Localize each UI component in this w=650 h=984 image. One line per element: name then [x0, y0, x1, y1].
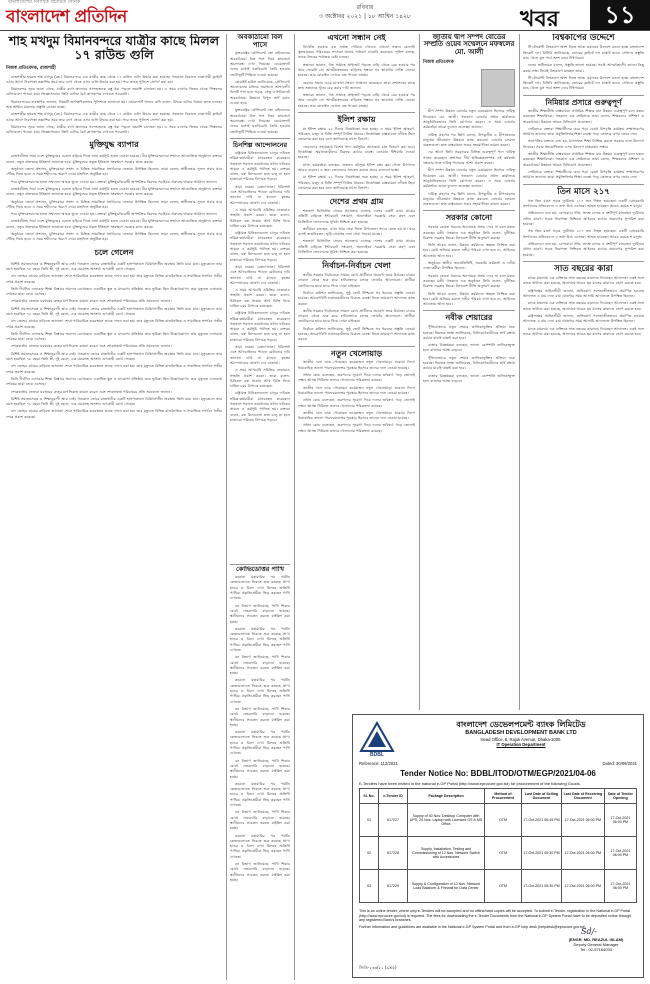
article-body [298, 127, 415, 191]
paragraph: বাদ জোহর গ্রামের বাড়িতে জানাজা শেষে পারিবারিক কবরস্থানে তাকে দাফন করা হয়। তার মৃত্যুতে বিভিন্ন রাজনৈতিক ও সামাজিক সংগঠন গভীর শোক প্রকাশ করেছে। [6, 409, 222, 419]
paragraph: মাদক মামলায় এক ব্যক্তিকে সাত বছরের কারাদণ্ড দিয়েছেন আদালত। একই সঙ্গে তাকে অর্থদণ্ড করা হয়েছে, অনাদায়ে আরও ছয় মাসের কারাদণ্ড ভোগ করতে হবে। [523, 301, 644, 311]
paragraph: তারা বকেয়া বেতন-ভাতা পরিশোধ এবং আখচাষিদের পাওনা মেটানোর দাবি জানান। দাবি না মানলে বৃহত্তর আন্দোলনের ঘোষণা দেন নেতারা। [230, 345, 290, 365]
divider [298, 346, 415, 347]
paragraph: করোনা মহামারির পর পর্যটন কেন্দ্রগুলোতে ফিরতে শুরু করেছে প্রাণ। হাওর ও বিলে দেখা মিলছে অতিথি পাখির। প্রকৃতিপ্রেমীরা ভিড় করছেন পাখি দেখতে। [230, 730, 290, 756]
paragraph: বন বিভাগ জানিয়েছে, পাখি শিকার রোধে নজরদারি বাড়ানো হয়েছে। স্থানীয়দের সচেতন করতে মাইকিং করা হচ্ছে। [230, 706, 290, 727]
table-cell: Supply & Configuration of 10 Nos. Network Load Balancer & Firewall for Data Center [408, 870, 485, 903]
signer-name: (ENGR. MD. REAZUL ISLAM) [568, 937, 624, 942]
paragraph: করোনা মহামারির পর পর্যটন কেন্দ্রগুলোতে ফিরতে শুরু করেছে প্রাণ। হাওর ও বিলে দেখা মিলছে অতিথি পাখির। প্রকৃতিপ্রেমীরা ভিড় করছেন পাখি দেখতে। [230, 626, 290, 652]
table-cell: OTM [485, 804, 522, 837]
bank-name-bn: বাংলাদেশ ডেভেলপমেন্ট ব্যাংক লিমিটেড [456, 720, 586, 729]
paragraph: স্বজনরা জানান, গত সপ্তাহে প্রাইভেট পড়তে বাড়ি থেকে বের হওয়ার পর আর ফেরেনি সে। আত্মীয়স্বজনের বাড়িসহ সম্ভাব্য সব জায়গায় খোঁজ নেওয়া হয়েছে। তার মোবাইল ফোনও বন্ধ পাওয়া যাচ্ছে। [298, 93, 415, 108]
table-cell: 17-Oct-2021 06:00 PM [561, 870, 604, 903]
main-byline: নিজস্ব প্রতিবেদক, রাজশাহী [6, 65, 56, 71]
column-header: Last Date of Selling Document [522, 789, 562, 804]
paragraph: বিমানবন্দর সূত্রে জানা গেছে, যাত্রীর ব্যাগ স্ক্যানারে সন্দেহজনক বস্তু ধরা পড়লে তল্লাশি চালানো হয়। এ সময় ব্যাগের ভিতর থেকে পিস্তলের গুলিগুলো পাওয়া যায়। জিজ্ঞাসাবাদে তিনি গুলির বৈধ কাগজপত্র দেখাতে পারেননি। [6, 87, 222, 97]
paragraph: দায়িত্ব গ্রহণের পর তিনি বলেন, উপকূলীয় ও দ্বীপাঞ্চলের মানুষের জীবনমান উন্নয়নে কাজ করবেন। বোর্ডের চলমান প্রকল্পগুলো দ্রুত বাস্তবায়নে সবার সহযোগিতা কামনা করেন। [423, 132, 515, 148]
table-header-row [360, 789, 637, 804]
paragraph: শতভাগ ডিজিটাল সেবার আওতায় এসেছে দেশের একটি গ্রাম। গ্রামের প্রতিটি বাড়িতে ইন্টারনেট সংযোগ, অনলাইনে সরকারি সেবা গ্রহণ এবং ডিজিটাল লেনদেনের সুবিধা নিশ্চিত করা হয়েছে। [298, 208, 415, 224]
paragraph: রাজধানীসহ সারা দেশে মুক্তিযুদ্ধের চেতনা ছড়িয়ে দিতে নানা কর্মসূচি হাতে নেওয়া হয়েছে। বীর মুক্তিযোদ্ধাদের সম্মানে আয়োজিত অনুষ্ঠানে বক্তারা বলেন, নতুন প্রজন্মকে ইতিহাস জানাতে হবে। মুক্তিযুদ্ধের প্রকৃত ইতিহাস সংরক্ষণে সরকার কাজ করছে। [6, 186, 222, 197]
paragraph: বিমানবন্দর সূত্রে জানা গেছে, যাত্রীর ব্যাগ স্ক্যানারে সন্দেহজনক বস্তু ধরা পড়লে তল্লাশি চালানো হয়। এ সময় ব্যাগের ভিতর থেকে পিস্তলের গুলিগুলো পাওয়া যায়। জিজ্ঞাসাবাদে তিনি গুলির বৈধ কাগজপত্র দেখাতে পারেননি। [6, 124, 222, 135]
article-headline: কোভিডোত্তর পাখি [236, 566, 284, 573]
paragraph: মা ইলিশ রক্ষায় ২২ দিনের নিষেধাজ্ঞা শুরু হচ্ছে। এ সময় ইলিশ আহরণ, পরিবহন, মজুদ ও বিক্রি সম্পূর্ণ নিষিদ্ধ থাকবে। নিষেধাজ্ঞা বাস্তবায়নে নদীতে টহল জোরদার করা হবে বলে জানিয়েছে মৎস্য বিভাগ। [298, 175, 415, 190]
paragraph: শোকবার্তায় নেতারা মরহুমের রুহের মাগফিরাত কামনা করেন এবং শোকসন্তপ্ত পরিবারের প্রতি সমবেদনা জানান। [11, 389, 172, 394]
paragraph: অনুষ্ঠানে জেলা প্রশাসন, মুক্তিযোদ্ধা সংসদ ও বিভিন্ন সামাজিক সংগঠনের নেতারা উপস্থিত ছিলেন। তারা বলেন, স্বাধীনতার সুফল সবার ঘরে পৌঁছে দিতে হবে। এ সময় শহীদদের স্মরণে দোয়া মাহফিল অনুষ্ঠিত হয়। [6, 199, 222, 209]
signer-title: Deputy General Manager [573, 942, 619, 947]
paragraph: প্রধান কোচ বলেছেন, তরুণদের সুযোগ দিয়ে দলের ভবিষ্যৎ গড়ে তোলাই লক্ষ্য। আসন্ন সিরিজে তাদের খেলানোর পরিকল্পনা রয়েছে। [298, 398, 415, 408]
paragraph: করোনা মহামারির পর পর্যটন কেন্দ্রগুলোতে ফিরতে শুরু করেছে প্রাণ। হাওর ও বিলে দেখা মিলছে অতিথি পাখির। প্রকৃতিপ্রেমীরা ভিড় করছেন পাখি দেখতে। [230, 781, 290, 808]
table-cell: 617227 [379, 804, 408, 837]
column-header: e-Tender ID [379, 789, 408, 804]
article-headline: অবকাঠামো বিল পাসে [237, 34, 283, 49]
paragraph: পরে মুক্তিযোদ্ধাদের হাতে সম্মাননা স্মারক তুলে দেওয়া হয়। বক্তারা মুক্তিযুদ্ধবিরোধী অপশক্তির বিরুদ্ধে সবাইকে ঐক্যবদ্ধ থাকার আহ্বান জানান। [11, 179, 218, 184]
article-body [230, 575, 290, 883]
paragraph: দলের অধিনায়ক বলেন, প্রস্তুতি ভালো হয়েছে। সবাই আত্মবিশ্বাসী। ভালো কিছু করার লক্ষ্য নিয়েই বিশ্বকাপে যাচ্ছেন তারা। [523, 63, 644, 73]
table-cell: 03 [360, 870, 379, 903]
paragraph: জাতীয় শিক্ষানীতি বাস্তবায়নে প্রাথমিক শিক্ষার মান উন্নয়ন গুরুত্বপূর্ণ বলে মন্তব্য করেছেন শিক্ষাবিদরা। গতকাল এক সেমিনারে তারা বলেন, শিক্ষকদের প্রশিক্ষণ ও অবকাঠামো উন্নয়নে আরও বিনিয়োগ প্রয়োজন। [523, 108, 644, 124]
paragraph: প্রধান কোচ বলেছেন, তরুণদের সুযোগ দিয়ে দলের ভবিষ্যৎ গড়ে তোলাই লক্ষ্য। আসন্ন সিরিজে তাদের খেলানোর পরিকল্পনা রয়েছে। [298, 373, 415, 383]
paragraph: রাজধানীসহ সারা দেশে মুক্তিযুদ্ধের চেতনা ছড়িয়ে দিতে নানা কর্মসূচি হাতে নেওয়া হয়েছে। বীর মুক্তিযোদ্ধাদের সম্মানে আয়োজিত অনুষ্ঠানে বক্তারা বলেন, নতুন প্রজন্মকে ইতিহাস জানাতে হবে। মুক্তিযুদ্ধের প্রকৃত ইতিহাস সংরক্ষণে সরকার কাজ করছে। [6, 219, 222, 229]
divider [523, 261, 644, 262]
divider [523, 184, 644, 185]
main-headline: শাহ মখদুম বিমানবন্দরে যাত্রীর কাছে মিলল ১৭ রাউন্ড গুলি [8, 34, 220, 62]
article-birds [230, 566, 290, 978]
paragraph: যুক্তরাষ্ট্রের প্রেসিডেন্ট জো বাইডেনের অবকাঠামো বিল পাস নিয়ে কংগ্রেসে অচলাবস্থা দেখা দিয়েছে। ডেমোক্র্যাট দলের মধ্যেই মতবিরোধ তৈরি হওয়ায় ভোটাভুটি পিছিয়ে দেওয়া হয়েছে। [230, 108, 290, 134]
paragraph: স্থানীয় সরকার নির্বাচনকে সামনে রেখে প্রার্থীদের প্রচারণা জমে উঠেছে। চায়ের দোকান থেকে শুরু করে হাটবাজারে চলছে ভোটের আলোচনা। প্রার্থীরা ভোটারদের দ্বারে দ্বারে গিয়ে দোয়া চাইছেন। [298, 308, 415, 324]
table-cell: 17-Oct-2021 06:00 PM [561, 837, 604, 870]
table-cell: 17-Oct-2021 06:00 PM [604, 870, 636, 903]
paragraph: এর আগে তিনি সরকারের বিভিন্ন গুরুত্বপূর্ণ পদে দায়িত্ব পালন করেছেন। প্রশাসনে দীর্ঘ অভিজ্ঞতাসম্পন্ন এই কর্মকর্তা দক্ষতার সঙ্গে দায়িত্ব পালনের আশা প্রকাশ করেন। [423, 150, 515, 166]
table-cell: Supply of 30 Nos. Desktop Computer with UPS, 20 Nos. Laptop with Licensed OS & MS Office [408, 804, 485, 837]
column-rule [419, 34, 420, 710]
table-cell: OTM [485, 837, 522, 870]
paragraph: বন বিভাগ জানিয়েছে, পাখি শিকার রোধে নজরদারি বাড়ানো হয়েছে। স্থানীয়দের সচেতন করতে মাইকিং করা হচ্ছে। [230, 655, 290, 676]
paragraph: বাজার বিশ্লেষকরা বলছেন, ভালো কোম্পানি তালিকাভুক্ত হলে বাজারে আস্থা বাড়বে। [423, 373, 515, 383]
paragraph: বাদ জোহর গ্রামের বাড়িতে জানাজা শেষে পারিবারিক কবরস্থানে তাকে দাফন করা হয়। তার মৃত্যুতে বিভিন্ন রাজনৈতিক ও সামাজিক সংগঠন গভীর শোক প্রকাশ করেছে। [6, 364, 222, 374]
paragraph: সেমিনারে বক্তারা শিক্ষার্থীদের ঝরে পড়া রোধে উপবৃত্তি কার্যক্রম সম্প্রসারণের আহ্বান জানান। তারা প্রযুক্তিনির্ভর শিক্ষা ব্যবস্থা গড়ে তোলার ওপর জোর দেন। [523, 169, 644, 180]
tender-table [359, 788, 637, 903]
bank-name-en: BANGLADESH DEVELOPMENT BANK LTD [465, 730, 577, 736]
paragraph: বন বিভাগ জানিয়েছে, পাখি শিকার রোধে নজরদারি বাড়ানো হয়েছে। স্থানীয়দের সচেতন করতে মাইকিং করা হচ্ছে। [230, 603, 290, 624]
paragraph: নির্বাচন কমিশন জানিয়েছে, সুষ্ঠু ভোট নিশ্চিতে সব ধরনের প্রস্তুতি নেওয়া হয়েছে। আচরণবিধি লঙ্ঘনকারীদের বিরুদ্ধে ব্যবস্থা নিতে ভ্রাম্যমাণ আদালত কাজ করবে। [298, 326, 415, 342]
paragraph: মাদক মামলায় এক ব্যক্তিকে সাত বছরের কারাদণ্ড দিয়েছেন আদালত। একই সঙ্গে তাকে অর্থদণ্ড করা হয়েছে, অনাদায়ে আরও ছয় মাসের কারাদণ্ড ভোগ করতে হবে। [523, 276, 644, 286]
paragraph: মৎস্য কর্মকর্তারা বলছেন, প্রজনন মৌসুমে ইলিশ রক্ষা করা গেলে উৎপাদন আরও বাড়বে। এ জন্য জেলেদের সচেতন করতে প্রচার চালানো হচ্ছে। [298, 162, 415, 172]
sub-body [6, 154, 222, 242]
article-headline: নতুন খেলোয়াড় [330, 348, 383, 358]
table-cell: 17-Oct-2021 06:00 PM [561, 804, 604, 837]
masthead [0, 0, 650, 31]
paragraph: মা ইলিশ রক্ষায় ২২ দিনের নিষেধাজ্ঞা শুরু হচ্ছে। এ সময় ইলিশ আহরণ, পরিবহন, মজুদ ও বিক্রি সম্পূর্ণ নিষিদ্ধ থাকবে। নিষেধাজ্ঞা বাস্তবায়নে নদীতে টহল জোরদার করা হবে বলে জানিয়েছে মৎস্য বিভাগ। [298, 126, 415, 142]
paragraph: তিনি দীর্ঘদিন এলাকার শিক্ষা বিস্তারে অবদান রেখেছেন। একাধিক স্কুল ও মাদরাসা প্রতিষ্ঠায় তার ভূমিকা ছিল উল্লেখযোগ্য। তার মৃত্যুতে এলাকায় শোকের ছায়া নেমে এসেছে। [6, 331, 222, 342]
article-headline: দেশের প্রথম গ্রাম [329, 197, 384, 207]
paragraph: এ সময় আখচাষি সমিতির নেতারাও সংহতি প্রকাশ করেন। তারা বলেন, চিনিকল বন্ধ থাকায় আখ বিক্রি নিয়ে চাষিরা চরম বিপাকে রয়েছেন। [230, 288, 290, 308]
paragraph: পুঁজিবাজারে নতুন শেয়ার তালিকাভুক্তির প্রক্রিয়া শুরু হয়েছে। নিয়ন্ত্রক সংস্থা জানিয়েছে, বিনিয়োগকারীদের স্বার্থ রক্ষায় কঠোর যাচাই-বাছাই করা হবে। [423, 355, 515, 371]
paragraph: যুক্তরাষ্ট্রের প্রেসিডেন্ট জো বাইডেনের অবকাঠামো বিল পাস নিয়ে কংগ্রেসে অচলাবস্থা দেখা দিয়েছে। ডেমোক্র্যাট দলের মধ্যেই মতবিরোধ তৈরি হওয়ায় ভোটাভুটি পিছিয়ে দেওয়া হয়েছে। [230, 51, 290, 77]
divider [298, 194, 415, 195]
paragraph: বিশিষ্ট সমাজসেবক ও শিক্ষানুরাগী আর নেই। গতকাল ভোরে রাজধানীর একটি হাসপাতালে চিকিৎসাধীন অবস্থায় তিনি মারা যান। মৃত্যুকালে তার বয়স হয়েছিল ৭৮ বছর। তিনি স্ত্রী, দুই ছেলে, এক মেয়েসহ অসংখ্য গুণগ্রাহী রেখে গেছেন। [6, 396, 222, 407]
divider [423, 310, 515, 311]
column-rule [519, 34, 520, 710]
paragraph: জাতীয় দলে ডাক পেয়েছেন কয়েকজন নতুন খেলোয়াড়। ঘরোয়া লিগে ধারাবাহিক ভালো পারফরম্যান্সের পুরস্কার হিসেবে তাদের দলে নেওয়া হয়েছে। [298, 410, 415, 421]
table-cell: 617229 [379, 870, 408, 903]
article-body [298, 45, 415, 109]
column-header: Method of Procurement [485, 789, 522, 804]
table-cell: 01 [360, 804, 379, 837]
paragraph: জাতীয় শিক্ষানীতি বাস্তবায়নে প্রাথমিক শিক্ষার মান উন্নয়ন গুরুত্বপূর্ণ বলে মন্তব্য করেছেন শিক্ষাবিদরা। গতকাল এক সেমিনারে তারা বলেন, শিক্ষকদের প্রশিক্ষণ ও অবকাঠামো উন্নয়নে আরও বিনিয়োগ প্রয়োজন। [523, 152, 644, 167]
article-headline: নিমিয়ার প্রসারে গুরুত্বপূর্ণ [545, 97, 622, 107]
paragraph: রাষ্ট্রপক্ষের আইনজীবী জানান, অভিযোগ সন্দেহাতীতভাবে প্রমাণিত হওয়ায় আদালত এ রায় দেন। রায় ঘোষণার সময় আসামি আদালতে উপস্থিত ছিলেন। [523, 288, 644, 299]
table-cell: OTM [485, 870, 522, 903]
paragraph: মাদক মামলায় এক ব্যক্তিকে সাত বছরের কারাদণ্ড দিয়েছেন আদালত। একই সঙ্গে তাকে অর্থদণ্ড করা হয়েছে, অনাদায়ে আরও ছয় মাসের কারাদণ্ড ভোগ করতে হবে। [523, 326, 644, 336]
paragraph: বাদ জোহর গ্রামের বাড়িতে জানাজা শেষে পারিবারিক কবরস্থানে তাকে দাফন করা হয়। তার মৃত্যুতে বিভিন্ন রাজনৈতিক ও সামাজিক সংগঠন গভীর শোক প্রকাশ করেছে। [6, 319, 222, 329]
paragraph: গত তিন মাসে সড়ক দুর্ঘটনায় ২১৭ জন নিহত হয়েছেন। একটি বেসরকারি সংগঠনের প্রতিবেদনে এ তথ্য উঠে এসেছে। আহত হয়েছেন আরও কয়েক শ মানুষ। [523, 198, 644, 209]
paragraph: বিশিষ্ট সমাজসেবক ও শিক্ষানুরাগী আর নেই। গতকাল ভোরে রাজধানীর একটি হাসপাতালে চিকিৎসাধীন অবস্থায় তিনি মারা যান। মৃত্যুকালে তার বয়স হয়েছিল ৭৮ বছর। তিনি স্ত্রী, দুই ছেলে, এক মেয়েসহ অসংখ্য গুণগ্রাহী রেখে গেছেন। [6, 306, 222, 316]
main-article [6, 34, 222, 978]
signer-phone: Tel : 02-57164033 [579, 947, 613, 952]
divider [423, 210, 515, 211]
paragraph: তারা বকেয়া বেতন-ভাতা পরিশোধ এবং আখচাষিদের পাওনা মেটানোর দাবি জানান। দাবি না মানলে বৃহত্তর আন্দোলনের ঘোষণা দেন নেতারা। [230, 184, 290, 205]
paragraph: রাষ্ট্রায়ত্ত চিনিকলগুলো চালুর দাবিতে শ্রমিক-কর্মচারীরা মানববন্ধন করেছেন। গতকাল সকালে কারখানার প্রধান ফটকের সামনে এ কর্মসূচি পালিত হয়। বক্তারা বলেন, বন্ধ মিলগুলো দ্রুত চালু না হলে হাজারো পরিবার বিপাকে পড়বে। [230, 391, 290, 422]
paragraph: করোনা মহামারির পর পর্যটন কেন্দ্রগুলোতে ফিরতে শুরু করেছে প্রাণ। হাওর ও বিলে দেখা মিলছে অতিথি পাখির। প্রকৃতিপ্রেমীরা ভিড় করছেন পাখি দেখতে। [230, 575, 290, 601]
subhead: চলে গেলেন [94, 247, 134, 257]
paragraph: দ্বীপ সম্পদ উন্নয়ন বোর্ডের নতুন চেয়ারম্যান হিসেবে দায়িত্ব নিয়েছেন মো. আলী। গতকাল বোর্ডের প্রধান কার্যালয়ে আনুষ্ঠানিকভাবে তিনি যোগদান করেন। এ সময় বোর্ডের কর্মকর্তারা তাকে ফুলেল শুভেচ্ছা জানান। [423, 168, 515, 189]
tender-title: Tender Notice No: BDBL/ITOD/OTM/EGP/2021/04-06 [400, 769, 596, 778]
article-headline: জাতীয় দ্বীপ সম্পদ বোর্ডের সম্প্রতি ওয়েব সম্মেলনে মফস্বলের মো. আলী [423, 34, 515, 56]
column-rule [226, 34, 227, 980]
logo-tagline: বাংলাদেশের সর্বাধিক প্রচারিত দৈনিক [8, 0, 81, 5]
paragraph: অনুষ্ঠানে স্থানীয় জনপ্রতিনিধি, সরকারি কর্মকর্তা ও দলীয় নেতা-কর্মীরা উপস্থিত ছিলেন। [423, 261, 515, 271]
paragraph: বাদ জোহর গ্রামের বাড়িতে জানাজা শেষে পারিবারিক কবরস্থানে তাকে দাফন করা হয়। তার মৃত্যুতে বিভিন্ন রাজনৈতিক ও সামাজিক সংগঠন গভীর শোক প্রকাশ করেছে। [6, 274, 222, 284]
logo-text: বাংলাদেশ প্রতিদিন [6, 7, 127, 27]
paragraph: জাতীয় দলে ডাক পেয়েছেন কয়েকজন নতুন খেলোয়াড়। ঘরোয়া লিগে ধারাবাহিক ভালো পারফরম্যান্সের পুরস্কার হিসেবে তাদের দলে নেওয়া হয়েছে। [298, 385, 415, 395]
article-body [298, 360, 415, 434]
divider [230, 564, 290, 565]
article-headline: এখনো সন্ধান নেই [327, 34, 386, 42]
bdbl-logo-icon [359, 721, 395, 757]
paragraph: অনুষ্ঠানে জেলা প্রশাসন, মুক্তিযোদ্ধা সংসদ ও বিভিন্ন সামাজিক সংগঠনের নেতারা উপস্থিত ছিলেন। তারা বলেন, স্বাধীনতার সুফল সবার ঘরে পৌঁছে দিতে হবে। এ সময় শহীদদের স্মরণে দোয়া মাহফিল অনুষ্ঠিত হয়। [6, 232, 222, 242]
paragraph: রাষ্ট্রায়ত্ত চিনিকলগুলো চালুর দাবিতে শ্রমিক-কর্মচারীরা মানববন্ধন করেছেন। গতকাল সকালে কারখানার প্রধান ফটকের সামনে এ কর্মসূচি পালিত হয়। বক্তারা বলেন, বন্ধ মিলগুলো দ্রুত চালু না হলে হাজারো পরিবার বিপাকে পড়বে। [230, 311, 290, 342]
column-header: Date of Tender Opening [604, 789, 636, 804]
paragraph: রাষ্ট্রায়ত্ত চিনিকলগুলো চালুর দাবিতে শ্রমিক-কর্মচারীরা মানববন্ধন করেছেন। গতকাল সকালে কারখানার প্রধান ফটকের সামনে এ কর্মসূচি পালিত হয়। বক্তারা বলেন, বন্ধ মিলগুলো দ্রুত চালু না হলে হাজারো পরিবার বিপাকে পড়বে। [230, 150, 290, 182]
table-cell: 17-Oct-2021 05:45 PM [522, 804, 562, 837]
paragraph: রাজধানীসহ সারা দেশে মুক্তিযুদ্ধের চেতনা ছড়িয়ে দিতে নানা কর্মসূচি হাতে নেওয়া হয়েছে। বীর মুক্তিযোদ্ধাদের সম্মানে আয়োজিত অনুষ্ঠানে বক্তারা বলেন, নতুন প্রজন্মকে ইতিহাস জানাতে হবে। মুক্তিযুদ্ধের প্রকৃত ইতিহাস সংরক্ষণে সরকার কাজ করছে। [6, 154, 222, 164]
tender-intro: E-Tenders have been invited in the national e-GP Portal (http://www.eprocure.gov.bd) for procurement of the following Goods. [359, 781, 581, 786]
table-cell: 17-Oct-2021 06:00 PM [604, 804, 636, 837]
paragraph: রাষ্ট্রপক্ষের আইনজীবী জানান, অভিযোগ সন্দেহাতীতভাবে প্রমাণিত হওয়ায় আদালত এ রায় দেন। রায় ঘোষণার সময় আসামি আদালতে উপস্থিত ছিলেন। [523, 313, 644, 324]
table-cell: 617228 [379, 837, 408, 870]
paragraph: শোকবার্তায় নেতারা মরহুমের রুহের মাগফিরাত কামনা করেন এবং শোকসন্তপ্ত পরিবারের প্রতি সমবেদনা জানান। [11, 344, 172, 349]
portrait-photo [481, 69, 515, 107]
paragraph: টি-টোয়েন্টি বিশ্বকাপে অংশ নিতে আজ ওমানের উদ্দেশে রওনা হচ্ছে বাংলাদেশ ক্রিকেট দল। বিসিবি জানিয়েছে, ভোরের ফ্লাইটে দল মাস্কাট যাবে। সেখানে প্রস্তুতি ম্যাচ খেলে মূল পর্বে অংশ নেবে টাইগাররা। [523, 75, 644, 91]
article-infrastructure [230, 34, 290, 564]
paragraph: তিনি দীর্ঘদিন এলাকার শিক্ষা বিস্তারে অবদান রেখেছেন। একাধিক স্কুল ও মাদরাসা প্রতিষ্ঠায় তার ভূমিকা ছিল উল্লেখযোগ্য। তার মৃত্যুতে এলাকায় শোকের ছায়া নেমে এসেছে। [6, 286, 222, 297]
paragraph: পুঁজিবাজারে নতুন শেয়ার তালিকাভুক্তির প্রক্রিয়া শুরু হয়েছে। নিয়ন্ত্রক সংস্থা জানিয়েছে, বিনিয়োগকারীদের স্বার্থ রক্ষায় কঠোর যাচাই-বাছাই করা হবে। [423, 325, 515, 340]
paragraph: স্থানীয় সরকার নির্বাচনকে সামনে রেখে প্রার্থীদের প্রচারণা জমে উঠেছে। চায়ের দোকান থেকে শুরু করে হাটবাজারে চলছে ভোটের আলোচনা। প্রার্থীরা ভোটারদের দ্বারে দ্বারে গিয়ে দোয়া চাইছেন। [298, 273, 415, 288]
newspaper-logo [6, 0, 127, 32]
tender-reference: Reference: 112/2021 [359, 761, 398, 766]
table-row [360, 837, 637, 870]
date: ৩ অক্টোবর ২০২১ | ১৮ আশ্বিন ১৪২৮ [319, 13, 411, 20]
paragraph: এ সময় আখচাষি সমিতির নেতারাও সংহতি প্রকাশ করেন। তারা বলেন, চিনিকল বন্ধ থাকায় আখ বিক্রি নিয়ে চাষিরা চরম বিপাকে রয়েছেন। [230, 368, 290, 389]
paragraph: শোকবার্তায় নেতারা মরহুমের রুহের মাগফিরাত কামনা করেন এবং শোকসন্তপ্ত পরিবারের প্রতি সমবেদনা জানান। [11, 299, 172, 304]
article-body [423, 225, 515, 307]
tender-notice [352, 714, 644, 978]
paragraph: দ্বীপ সম্পদ উন্নয়ন বোর্ডের নতুন চেয়ারম্যান হিসেবে দায়িত্ব নিয়েছেন মো. আলী। গতকাল বোর্ডের প্রধান কার্যালয়ে আনুষ্ঠানিকভাবে তিনি যোগদান করেন। এ সময় বোর্ডের কর্মকর্তারা তাকে ফুলেল শুভেচ্ছা জানান। [423, 109, 515, 130]
table-cell: 17-Oct-2021 05:30 PM [522, 837, 562, 870]
paragraph: তিনি আরও বলেন, উন্নয়ন কর্মকাণ্ডে স্বচ্ছতা নিশ্চিত করা হবে। কেউ অনিয়ম করলে দলীয় পরিচয় দেখা হবে না, আইনের আওতায় আনা হবে। [423, 291, 515, 307]
paragraph: টি-টোয়েন্টি বিশ্বকাপে অংশ নিতে আজ ওমানের উদ্দেশে রওনা হচ্ছে বাংলাদেশ ক্রিকেট দল। বিসিবি জানিয়েছে, ভোরের ফ্লাইটে দল মাস্কাট যাবে। সেখানে প্রস্তুতি ম্যাচ খেলে মূল পর্বে অংশ নেবে টাইগাররা। [523, 45, 644, 60]
paragraph: শতভাগ ডিজিটাল সেবার আওতায় এসেছে দেশের একটি গ্রাম। গ্রামের প্রতিটি বাড়িতে ইন্টারনেট সংযোগ, অনলাইনে সরকারি সেবা গ্রহণ এবং ডিজিটাল লেনদেনের সুবিধা নিশ্চিত করা হয়েছে। [298, 239, 415, 254]
paragraph: বন বিভাগ জানিয়েছে, পাখি শিকার রোধে নজরদারি বাড়ানো হয়েছে। স্থানীয়দের সচেতন করতে মাইকিং করা হচ্ছে। [230, 810, 290, 831]
article-body [298, 209, 415, 255]
article-headline: তিন মাসে ২১৭ [557, 186, 610, 197]
article-body [423, 325, 515, 384]
paragraph: স্বজনরা জানান, গত সপ্তাহে প্রাইভেট পড়তে বাড়ি থেকে বের হওয়ার পর আর ফেরেনি সে। আত্মীয়স্বজনের বাড়িসহ সম্ভাব্য সব জায়গায় খোঁজ নেওয়া হয়েছে। তার মোবাইল ফোনও বন্ধ পাওয়া যাচ্ছে। [298, 62, 415, 78]
section-title: খবর [520, 7, 559, 32]
sub-body [6, 262, 222, 420]
table-row [360, 870, 637, 903]
article-body [523, 276, 644, 337]
article-headline: নির্বাচন-নির্বাচন খেলা [322, 261, 391, 271]
paragraph: প্রধান কোচ বলেছেন, তরুণদের সুযোগ দিয়ে দলের ভবিষ্যৎ গড়ে তোলাই লক্ষ্য। আসন্ন সিরিজে তাদের খেলানোর পরিকল্পনা রয়েছে। [298, 423, 415, 433]
paragraph: তিনি আরও বলেন, উন্নয়ন কর্মকাণ্ডে স্বচ্ছতা নিশ্চিত করা হবে। কেউ অনিয়ম করলে দলীয় পরিচয় দেখা হবে না, আইনের আওতায় আনা হবে। [423, 243, 515, 258]
paragraph: বিমানবন্দরের ব্যবস্থাপক জানান, বিষয়টি তাৎক্ষণিকভাবে পুলিশকে জানানো হয়। এয়ারপোর্ট থানার ওসি বলেন, উদ্ধার গুলির বিষয়ে তদন্ত চলছে। অস্ত্র আইনে মামলার প্রস্তুতি নেওয়া হচ্ছে। [6, 99, 222, 109]
department: IT Operation Department [496, 742, 546, 747]
article-headline: ইলিশ রক্ষায় [337, 115, 376, 125]
paragraph: সেমিনারে বক্তারা শিক্ষার্থীদের ঝরে পড়া রোধে উপবৃত্তি কার্যক্রম সম্প্রসারণের আহ্বান জানান। তারা প্রযুক্তিনির্ভর শিক্ষা ব্যবস্থা গড়ে তোলার ওপর জোর দেন। [523, 126, 644, 137]
main-body [6, 75, 222, 136]
paragraph: সরকার কোনো ধরনের অন্যায়কে প্রশ্রয় দেবে না বলে মন্তব্য করেছেন মন্ত্রী। গতকাল এক অনুষ্ঠানে তিনি বলেন, দুর্নীতির বিরুদ্ধে সরকার জিরো টলারেন্স নীতি অনুসরণ করছে। [423, 225, 515, 240]
address-line: Head Office, 8, Rajuk Avenue, Dhaka-1000. [480, 737, 562, 742]
paragraph: রাজশাহীর হযরত শাহ মখদুম (রহ.) বিমানবন্দরে এক যাত্রীর কাছ থেকে ১৭ রাউন্ড গুলি উদ্ধার করা হয়েছে। গতকাল বিকালে ঢাকাগামী ফ্লাইটে ওঠার আগে নিরাপত্তা তল্লাশির সময় তার ব্যাগ থেকে এসব গুলি উদ্ধার করা হয়। পরে তাকে পুলিশে সোপর্দ করা হয়। [6, 112, 222, 122]
gd-code: জিডি-২৩৩/২১ (৯×৫) [359, 965, 397, 970]
article-body [230, 151, 290, 423]
paragraph: প্রতিবেদনে বলা হয়, বেপরোয়া গতি, অদক্ষ চালক ও ত্রুটিপূর্ণ যানবাহন দুর্ঘটনার প্রধান কারণ। সড়ক নিরাপত্তা নিশ্চিতে আইনের কঠোর প্রয়োগের সুপারিশ করা হয়েছে। [523, 211, 644, 227]
tender-note: This is an online tender, where only e-Tenders will be accepted and no offline/hard copies will be accepted. To submit e-Tender, registration in the National e-GP Portal (http://www.eprocure.gov.bd) is required. The fees for downloading the e-Tender Documents from the National e-GP System Portal have to be deposited online through any registered Bank's branches. [359, 909, 632, 923]
column-header: Package Description [408, 789, 485, 804]
column-header: Sl. No. [360, 789, 379, 804]
paragraph: নির্বাচন কমিশন জানিয়েছে, সুষ্ঠু ভোট নিশ্চিতে সব ধরনের প্রস্তুতি নেওয়া হয়েছে। আচরণবিধি লঙ্ঘনকারীদের বিরুদ্ধে ব্যবস্থা নিতে ভ্রাম্যমাণ আদালত কাজ করবে। [298, 290, 415, 306]
table-row [360, 804, 637, 837]
article-headline: নবীক শেয়ারের [445, 313, 493, 323]
divider [523, 95, 644, 96]
article-headline: চিনশিল্প আন্দোলনের [232, 140, 288, 149]
page-number: ১১ [590, 0, 650, 30]
paragraph: অনুষ্ঠানে জেলা প্রশাসন, মুক্তিযোদ্ধা সংসদ ও বিভিন্ন সামাজিক সংগঠনের নেতারা উপস্থিত ছিলেন। তারা বলেন, স্বাধীনতার সুফল সবার ঘরে পৌঁছে দিতে হবে। এ সময় শহীদদের স্মরণে দোয়া মাহফিল অনুষ্ঠিত হয়। [6, 167, 222, 177]
paragraph: প্রতিবেদনে বলা হয়, বেপরোয়া গতি, অদক্ষ চালক ও ত্রুটিপূর্ণ যানবাহন দুর্ঘটনার প্রধান কারণ। সড়ক নিরাপত্তা নিশ্চিতে আইনের কঠোর প্রয়োগের সুপারিশ করা হয়েছে। [523, 241, 644, 257]
article-island-board [423, 34, 515, 710]
subhead: মুক্তিযুদ্ধ ব্যাপার [89, 140, 139, 150]
article-headline: সাত বছরের কারা [554, 263, 613, 274]
paragraph: বন বিভাগ জানিয়েছে, পাখি শিকার রোধে নজরদারি বাড়ানো হয়েছে। স্থানীয়দের সচেতন করতে মাইকিং করা হচ্ছে। [230, 758, 290, 779]
divider [230, 138, 290, 139]
table-cell: 17-Oct-2021 05:30 PM [522, 870, 562, 903]
paragraph: বিশিষ্ট সমাজসেবক ও শিক্ষানুরাগী আর নেই। গতকাল ভোরে রাজধানীর একটি হাসপাতালে চিকিৎসাধীন অবস্থায় তিনি মারা যান। মৃত্যুকালে তার বয়স হয়েছিল ৭৮ বছর। তিনি স্ত্রী, দুই ছেলে, এক মেয়েসহ অসংখ্য গুণগ্রাহী রেখে গেছেন। [6, 351, 222, 362]
paragraph: সরকার কোনো ধরনের অন্যায়কে প্রশ্রয় দেবে না বলে মন্তব্য করেছেন মন্ত্রী। গতকাল এক অনুষ্ঠানে তিনি বলেন, দুর্নীতির বিরুদ্ধে সরকার জিরো টলারেন্স নীতি অনুসরণ করছে। [423, 273, 515, 289]
paragraph: গত তিন মাসে সড়ক দুর্ঘটনায় ২১৭ জন নিহত হয়েছেন। একটি বেসরকারি সংগঠনের প্রতিবেদনে এ তথ্য উঠে এসেছে। আহত হয়েছেন আরও কয়েক শ মানুষ। [523, 229, 644, 239]
paragraph: তারা বকেয়া বেতন-ভাতা পরিশোধ এবং আখচাষিদের পাওনা মেটানোর দাবি জানান। দাবি না মানলে বৃহত্তর আন্দোলনের ঘোষণা দেন নেতারা। [230, 264, 290, 285]
paragraph: রাজশাহীর হযরত শাহ মখদুম (রহ.) বিমানবন্দরে এক যাত্রীর কাছ থেকে ১৭ রাউন্ড গুলি উদ্ধার করা হয়েছে। গতকাল বিকালে ঢাকাগামী ফ্লাইটে ওঠার আগে নিরাপত্তা তল্লাশির সময় তার ব্যাগ থেকে এসব গুলি উদ্ধার করা হয়। পরে তাকে পুলিশে সোপর্দ করা হয়। [6, 74, 222, 84]
article-body [298, 273, 415, 343]
paragraph: স্থানীয়রা বলছেন, এখন আর সেবা নিতে উপজেলা সদরে যেতে হয় না। ঘরে বসেই জন্মনিবন্ধন, ভূমি সেবাসহ নানা সেবা পাওয়া যাচ্ছে। [298, 226, 415, 237]
paragraph: হোয়াইট হাউস জানিয়েছে, প্রেসিডেন্ট আলোচনার মাধ্যমে সমাধানে আশাবাদী। বিলটি পাস হলে সড়ক, সেতু ও ইন্টারনেট অবকাঠামো উন্নয়নে বিপুল অর্থ বরাদ্দ দেওয়া হবে। [230, 79, 290, 106]
paragraph: জাতীয় দলে ডাক পেয়েছেন কয়েকজন নতুন খেলোয়াড়। ঘরোয়া লিগে ধারাবাহিক ভালো পারফরম্যান্সের পুরস্কার হিসেবে তাদের দলে নেওয়া হয়েছে। [298, 360, 415, 370]
paragraph: করোনা মহামারির পর পর্যটন কেন্দ্রগুলোতে ফিরতে শুরু করেছে প্রাণ। হাওর ও বিলে দেখা মিলছে অতিথি পাখির। প্রকৃতিপ্রেমীরা ভিড় করছেন পাখি দেখতে। [230, 678, 290, 704]
article-headline: সরকার কোনো [445, 213, 493, 223]
column-rule [294, 34, 295, 980]
dateline [250, 3, 480, 21]
bank-address [403, 737, 639, 747]
article-byline: নিজস্ব প্রতিবেদক [423, 60, 454, 66]
divider [298, 258, 415, 259]
paragraph: বাজার বিশ্লেষকরা বলছেন, ভালো কোম্পানি তালিকাভুক্ত হলে বাজারে আস্থা বাড়বে। [423, 343, 515, 353]
paragraph: সভাপতির বক্তব্যে বলা হয়, মানসম্মত শিক্ষা নিশ্চিত করতে সরকার নানা উদ্যোগ নিয়েছে। সবার সহযোগিতায় এসব উদ্যোগ বাস্তবায়ন সম্ভব। [523, 139, 644, 149]
article-body [523, 199, 644, 258]
table-cell: 17-Oct-2021 06:00 PM [604, 837, 636, 870]
table-cell: 02 [360, 837, 379, 870]
photo-row [423, 69, 515, 107]
article-worldcup [523, 34, 644, 710]
paragraph: রাষ্ট্রায়ত্ত চিনিকলগুলো চালুর দাবিতে শ্রমিক-কর্মচারীরা মানববন্ধন করেছেন। গতকাল সকালে কারখানার প্রধান ফটকের সামনে এ কর্মসূচি পালিত হয়। বক্তারা বলেন, বন্ধ মিলগুলো দ্রুত চালু না হলে হাজারো পরিবার বিপাকে পড়বে। [230, 231, 290, 262]
tender-date: Dated: 30/09/2021 [602, 761, 637, 766]
column-header: Last Date of Receiving Document [561, 789, 604, 804]
weekday: রবিবার [356, 4, 374, 11]
article-headline: বিশ্বকাপের উদ্দেশে [552, 34, 615, 43]
paragraph: তিনি দীর্ঘদিন এলাকার শিক্ষা বিস্তারে অবদান রেখেছেন। একাধিক স্কুল ও মাদরাসা প্রতিষ্ঠায় তার ভূমিকা ছিল উল্লেখযোগ্য। তার মৃত্যুতে এলাকায় শোকের ছায়া নেমে এসেছে। [6, 376, 222, 387]
article-body [423, 109, 515, 207]
tender-signatory [553, 937, 639, 952]
table-cell: Supply, Installation, Testing and Commissioning of 12 Nos. Network Switch with Accessories [408, 837, 485, 870]
article-body [523, 109, 644, 181]
tender-note: Further information and guidelines are available in the National e-GP System Portal and from e-GP help desk (helpdesk@eprocure.gov.bd). [359, 924, 587, 929]
paragraph: করোনা মহামারির পর পর্যটন কেন্দ্রগুলোতে ফিরতে শুরু করেছে প্রাণ। হাওর ও বিলে দেখা মিলছে অতিথি পাখির। প্রকৃতিপ্রেমীরা ভিড় করছেন পাখি দেখতে। [230, 833, 290, 859]
paragraph: দায়িত্ব গ্রহণের পর তিনি বলেন, উপকূলীয় ও দ্বীপাঞ্চলের মানুষের জীবনমান উন্নয়নে কাজ করবেন। বোর্ডের চলমান প্রকল্পগুলো দ্রুত বাস্তবায়নে সবার সহযোগিতা কামনা করেন। [423, 191, 515, 207]
divider [298, 112, 415, 113]
paragraph: ছেলের সন্ধান চেয়ে মা-বাবা সংবাদ সম্মেলন করেছেন। তারা প্রশাসনের কাছে দ্রুত সন্তানকে খুঁজে বের করার দাবি জানান। [298, 80, 415, 90]
article-body [230, 51, 290, 134]
signature-mark: Sd/- [581, 927, 597, 936]
article-body [523, 45, 644, 91]
paragraph: পরে মুক্তিযোদ্ধাদের হাতে সম্মাননা স্মারক তুলে দেওয়া হয়। বক্তারা মুক্তিযুদ্ধবিরোধী অপশক্তির বিরুদ্ধে সবাইকে ঐক্যবদ্ধ থাকার আহ্বান জানান। [11, 212, 218, 217]
bdbl-logo-text: BDBL [370, 752, 384, 757]
paragraph: নিখোঁজ হওয়ার এক সপ্তাহ পেরিয়ে গেলেও এখনো সন্ধান মেলেনি স্কুলছাত্রের। পরিবারের সদস্যরা থানায় সাধারণ ডায়েরি করেছেন। পুলিশ বলছে, তাকে উদ্ধারে সর্বাত্মক চেষ্টা চলছে। [298, 44, 415, 60]
paragraph: বন বিভাগ জানিয়েছে, পাখি শিকার রোধে নজরদারি বাড়ানো হয়েছে। স্থানীয়দের সচেতন করতে মাইকিং করা হচ্ছে। [230, 861, 290, 882]
paragraph: জেলেদের সহায়তায় বিশেষ খাদ্য কর্মসূচির আওতায় চাল বিতরণ করা হবে। নিষেধাজ্ঞা অমান্যকারীদের বিরুদ্ধে কঠোর ব্যবস্থা নেওয়ার হুঁশিয়ারি দেওয়া হয়েছে। [298, 144, 415, 160]
paragraph: এ সময় আখচাষি সমিতির নেতারাও সংহতি প্রকাশ করেন। তারা বলেন, চিনিকল বন্ধ থাকায় আখ বিক্রি নিয়ে চাষিরা চরম বিপাকে রয়েছেন। [230, 207, 290, 228]
paragraph: বিশিষ্ট সমাজসেবক ও শিক্ষানুরাগী আর নেই। গতকাল ভোরে রাজধানীর একটি হাসপাতালে চিকিৎসাধীন অবস্থায় তিনি মারা যান। মৃত্যুকালে তার বয়স হয়েছিল ৭৮ বছর। তিনি স্ত্রী, দুই ছেলে, এক মেয়েসহ অসংখ্য গুণগ্রাহী রেখে গেছেন। [6, 261, 222, 271]
